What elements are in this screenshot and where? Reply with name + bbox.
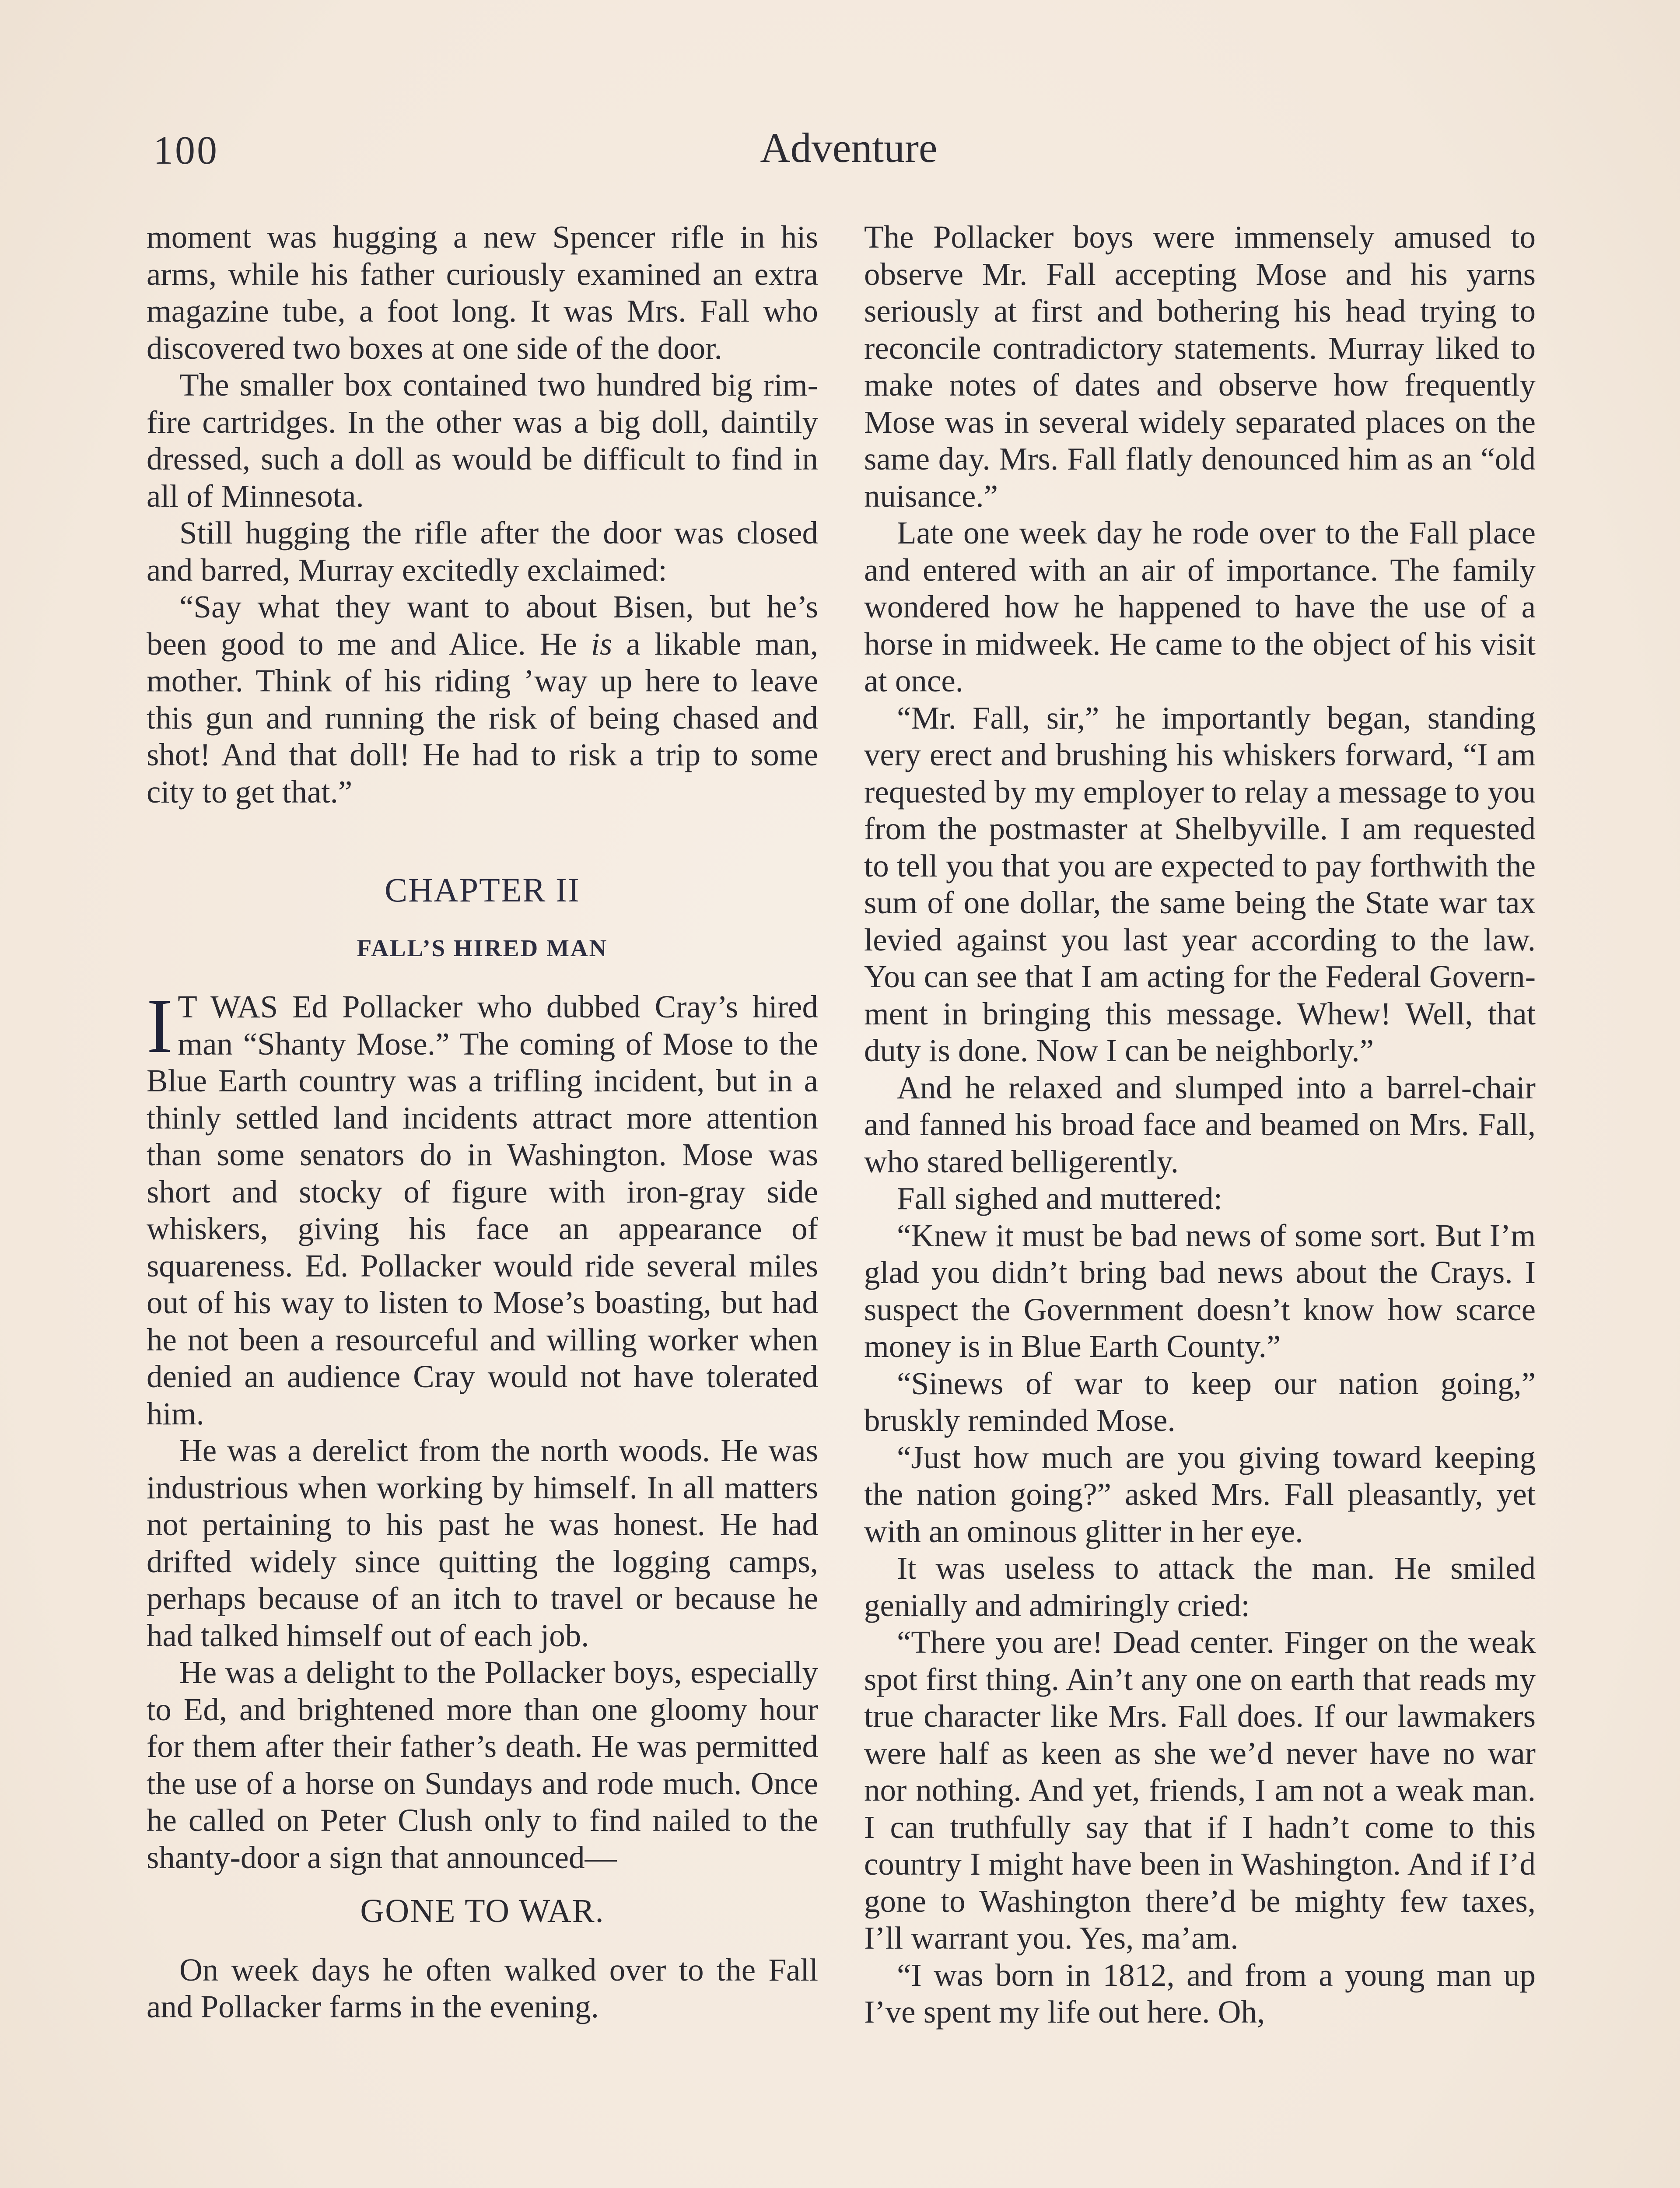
paragraph [147, 982, 818, 1432]
magazine-title: Adventure [760, 124, 938, 171]
paragraph: On week days he often walked over to the Fall and Pollacker farms in the evening. [147, 1952, 818, 2024]
paragraph: “Mr. Fall, sir,” he importantly began, standing very erect and brushing his whiskers forward, “I am requested by my employer to relay a message to you from the postmaster at Shelbyville. I am requested to tell you that you are expected to pay forthwith the sum of one dollar, the same being the State war tax levied against you last year according to the law. You can see that I am acting for the Federal Government in bringing this message. Whew! Well, that duty is done. Now I can be neighborly.” [864, 700, 1536, 1068]
chapter-subtitle: FALL’S HIRED MAN [357, 934, 608, 961]
paragraph: The smaller box contained two hundred big rim-fire cartridges. In the other was a big doll, daintily dressed, such a doll as would be difficult to find in all of Minnesota. [147, 367, 818, 514]
paragraph: “Sinews of war to keep our nation going,” bruskly reminded Mose. [864, 1365, 1536, 1438]
text-run: T WAS Ed Pollacker who dubbed Cray’s hired man “Shanty Mose.” The coming of Mose to the Blue Earth country was a trifling incident, but in a thinly settled land incidents attract more attention than some senators do in Washington. Mose was short and stocky of figure with iron-gray side whiskers, giving his face an appearance of squareness. Ed. Pollacker would ride several miles out of his way to listen to Mose’s boasting, but had he not been a resourceful and willing worker when denied an audience Cray would not have tolerated him. [147, 989, 818, 1431]
paragraph: Late one week day he rode over to the Fall place and entered with an air of importance. The family wondered how he happened to have the use of a horse in midweek. He came to the object of his visit at once. [864, 515, 1536, 698]
page-header [153, 124, 1544, 188]
paragraph [147, 589, 818, 810]
emphasis: is [591, 626, 612, 662]
text-run: “Say what they want to about Bisen, but he’s been good to me and Alice. He [147, 589, 818, 662]
paragraph: moment was hugging a new Spencer rifle in his arms, while his father curiously examined an extra magazine tube, a foot long. It was Mrs. Fall who discovered two boxes at one side of the door. [147, 219, 818, 366]
paragraph: Still hugging the rifle after the door was closed and barred, Murray excitedly exclaimed: [147, 515, 818, 588]
paragraph: He was a delight to the Pollacker boys, especially to Ed, and brightened more than one gloomy hour for them after their father’s death. He was permitted the use of a horse on Sundays and rode much. Once he called on Peter Clush only to find nailed to the shanty-door a sign that announced— [147, 1655, 818, 1875]
paragraph: “I was born in 1812, and from a young man up I’ve spent my life out here. Oh, [864, 1957, 1536, 2030]
paragraph: He was a derelict from the north woods. He was industrious when working by himself. In all matters not pertaining to his past he was honest. He had drifted widely since quitting the logging camps, perhaps because of an itch to travel or because he had talked himself out of each job. [147, 1433, 818, 1653]
paragraph: “There you are! Dead center. Finger on the weak spot first thing. Ain’t any one on earth that reads my true character like Mrs. Fall does. If our lawmakers were half as keen as she we’d never have no war nor nothing. And yet, friends, I am not a weak man. I can truthfully say that if I hadn’t come to this country I might have been in Washington. And if I’d gone to Washington there’d be mighty few taxes, I’ll warrant you. Yes, ma’am. [864, 1624, 1536, 1956]
paragraph: And he relaxed and slumped into a barrel-chair and fanned his broad face and beamed on Mrs. Fall, who stared belligerently. [864, 1069, 1536, 1179]
paragraph: It was useless to attack the man. He smiled genially and admiringly cried: [864, 1550, 1536, 1623]
drop-cap: I [147, 982, 173, 1069]
sign-text: GONE TO WAR. [360, 1893, 605, 1929]
right-column [864, 219, 1536, 2031]
paragraph: “Knew it must be bad news of some sort. But I’m glad you didn’t bring bad news about the Crays. I suspect the Government doesn’t know how scarce money is in Blue Earth County.” [864, 1217, 1536, 1364]
paragraph: “Just how much are you giving toward keeping the nation going?” asked Mrs. Fall pleasantly, yet with an ominous glitter in her eye. [864, 1439, 1536, 1549]
text-run: a likable man, mother. Think of his riding ’way up here to leave this gun and running the risk of being chased and shot! And that doll! He had to risk a trip to some city to get that.” [147, 626, 819, 810]
chapter-title: CHAPTER II [385, 871, 580, 909]
paragraph: Fall sighed and muttered: [897, 1181, 1223, 1216]
paragraph: The Pollacker boys were immensely amused to observe Mr. Fall accepting Mose and his yarns seriously at first and bothering his head trying to reconcile contradictory statements. Murray liked to make notes of dates and observe how frequently Mose was in several widely separated places on the same day. Mrs. Fall flatly denounced him as an “old nuisance.” [864, 219, 1536, 514]
left-column [147, 219, 818, 2026]
page-number: 100 [153, 128, 219, 172]
